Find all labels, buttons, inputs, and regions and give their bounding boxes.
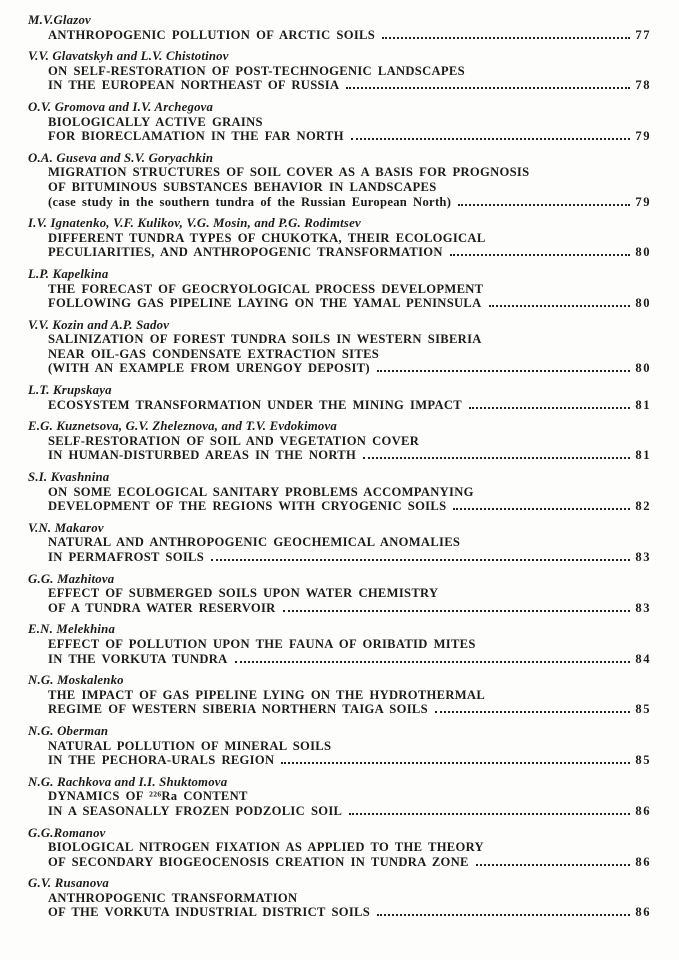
toc-entry-page-number: 86 (635, 905, 651, 920)
toc-entry (28, 724, 651, 768)
toc-entry-title (48, 28, 651, 43)
toc-entry-authors: O.A. Guseva and S.V. Goryachkin (28, 150, 214, 165)
toc-entry (28, 100, 651, 144)
toc-entry-page-number: 81 (635, 397, 651, 412)
toc-entry-title-line (48, 361, 651, 376)
toc-entry-title-text: IN THE PECHORA-URALS REGION (48, 753, 275, 768)
toc-entry-authors: G.G. Mazhitova (28, 571, 115, 586)
dot-leader (283, 610, 631, 612)
dot-leader (489, 305, 631, 307)
toc-entry-title (48, 115, 651, 144)
toc-entry-page-number: 80 (635, 245, 651, 260)
toc-entry-title (48, 891, 651, 920)
toc-entry-page-number: 82 (635, 499, 651, 514)
toc-entry-title-line: EFFECT OF SUBMERGED SOILS UPON WATER CHEMISTRY (48, 586, 439, 601)
toc-entry-title-line: ON SELF-RESTORATION OF POST-TECHNOGENIC LANDSCAPES (48, 63, 465, 78)
toc-entry (28, 383, 651, 412)
toc-entry-title-line (48, 550, 651, 565)
toc-entry-title-line (48, 78, 651, 93)
toc-entry-authors: E.N. Melekhina (28, 622, 116, 637)
toc-entry-page-number: 83 (635, 600, 651, 615)
toc-entry-authors: I.V. Ignatenko, V.F. Kulikov, V.G. Mosin, and P.G. Rodimtsev (28, 216, 361, 231)
toc-entry-title-line: NATURAL AND ANTHROPOGENIC GEOCHEMICAL ANOMALIES (48, 535, 461, 550)
toc-entry-title-line: ON SOME ECOLOGICAL SANITARY PROBLEMS ACCOMPANYING (48, 484, 474, 499)
toc-entry-title-line: OF BITUMINOUS SUBSTANCES BEHAVIOR IN LANDSCAPES (48, 179, 437, 194)
dot-leader (453, 508, 630, 510)
toc-entry-title-line (48, 245, 651, 260)
toc-entry-authors: V.V. Glavatskyh and L.V. Chistotinov (28, 49, 229, 64)
toc-entry-title (48, 398, 651, 413)
toc-entry (28, 470, 651, 514)
toc-entry-authors: G.G.Romanov (28, 825, 106, 840)
toc-entry-title-text: REGIME OF WESTERN SIBERIA NORTHERN TAIGA SOILS (48, 702, 428, 717)
toc-entry-title-line: SALINIZATION OF FOREST TUNDRA SOILS IN WESTERN SIBERIA (48, 332, 482, 347)
toc-entry-authors: N.G. Moskalenko (28, 673, 124, 688)
toc-entry-title-line (48, 448, 651, 463)
toc-entry-page-number: 85 (635, 753, 651, 768)
toc-entry-title-line: BIOLOGICALLY ACTIVE GRAINS (48, 114, 263, 129)
toc-entry-authors: G.V. Rusanova (28, 876, 109, 891)
toc-entry-title-line: DIFFERENT TUNDRA TYPES OF CHUKOTKA, THEIR ECOLOGICAL (48, 230, 486, 245)
toc-entry-title-line: BIOLOGICAL NITROGEN FIXATION AS APPLIED TO THE THEORY (48, 840, 484, 855)
toc-entry (28, 267, 651, 311)
toc-entry-title-line (48, 601, 651, 616)
toc-entry-authors: N.G. Rachkova and I.I. Shuktomova (28, 774, 228, 789)
toc-entry (28, 572, 651, 616)
toc-entry-title-text: FOR BIORECLAMATION IN THE FAR NORTH (48, 129, 344, 144)
toc-entry (28, 521, 651, 565)
dot-leader (469, 407, 630, 409)
toc-entry (28, 419, 651, 463)
toc-entry (28, 216, 651, 260)
toc-entry-title (48, 231, 651, 260)
toc-entry-title (48, 434, 651, 463)
toc-entry (28, 876, 651, 920)
toc-entry-page-number: 79 (635, 194, 651, 209)
toc-entry-title-line: SELF-RESTORATION OF SOIL AND VEGETATION COVER (48, 433, 420, 448)
toc-entry-title (48, 282, 651, 311)
dot-leader (281, 762, 630, 764)
toc-entry-title-line (48, 398, 651, 413)
toc-entry-authors: M.V.Glazov (28, 13, 91, 27)
toc-entry-title-text: ECOSYSTEM TRANSFORMATION UNDER THE MINING IMPACT (48, 397, 462, 412)
toc-entry-title-line: NEAR OIL-GAS CONDENSATE EXTRACTION SITES (48, 346, 380, 361)
toc-entry-title (48, 688, 651, 717)
toc-entry-title-line (48, 499, 651, 514)
toc-entry-title-text: (WITH AN EXAMPLE FROM URENGOY DEPOSIT) (48, 361, 370, 376)
dot-leader (377, 914, 630, 916)
dot-leader (346, 87, 630, 89)
toc-entry-title (48, 535, 651, 564)
toc-entry-title-text: IN THE EUROPEAN NORTHEAST OF RUSSIA (48, 78, 340, 93)
toc-entry-title-text: OF A TUNDRA WATER RESERVOIR (48, 600, 276, 615)
toc-entry-page-number: 79 (635, 129, 651, 144)
toc-entry (28, 826, 651, 870)
toc-entry-page-number: 80 (635, 296, 651, 311)
toc-entry-title-line: THE IMPACT OF GAS PIPELINE LYING ON THE HYDROTHERMAL (48, 687, 486, 702)
dot-leader (211, 559, 630, 561)
dot-leader (235, 661, 631, 663)
toc-entry-title-line (48, 296, 651, 311)
toc-entry-authors: S.I. Kvashnina (28, 470, 110, 485)
toc-entry-authors: N.G. Oberman (28, 723, 109, 738)
toc-entry-title-line: THE FORECAST OF GEOCRYOLOGICAL PROCESS DEVELOPMENT (48, 281, 484, 296)
toc-entry-authors: O.V. Gromova and I.V. Archegova (28, 99, 214, 114)
toc-entry-page-number: 83 (635, 550, 651, 564)
toc-entry-title-line (48, 804, 651, 819)
toc-entry-title-line (48, 753, 651, 768)
toc-entry-title-text: IN THE VORKUTA TUNDRA (48, 651, 228, 666)
toc-entry-title-text: PECULIARITIES, AND ANTHROPOGENIC TRANSFORMATION (48, 245, 443, 260)
toc-entry-title-line: ANTHROPOGENIC TRANSFORMATION (48, 890, 298, 905)
toc-entry-title-text: DEVELOPMENT OF THE REGIONS WITH CRYOGENIC SOILS (48, 499, 447, 514)
dot-leader (377, 370, 631, 372)
toc-entry-title (48, 586, 651, 615)
toc-entry-page-number: 84 (635, 651, 651, 666)
toc-entry (28, 49, 651, 93)
dot-leader (450, 254, 631, 256)
toc-entry-authors: V.N. Makarov (28, 520, 104, 535)
toc-entry-title-text: OF THE VORKUTA INDUSTRIAL DISTRICT SOILS (48, 905, 371, 920)
dot-leader (458, 204, 630, 206)
toc-entry-page-number: 80 (635, 361, 651, 376)
toc-entry-title-text: IN PERMAFROST SOILS (48, 550, 205, 564)
toc-entry-authors: E.G. Kuznetsova, G.V. Zheleznova, and T.V. Evdokimova (28, 419, 337, 434)
dot-leader (363, 457, 630, 459)
toc-entry-title-line (48, 905, 651, 920)
toc-entry-title-line (48, 195, 651, 210)
toc-entry-title-line (48, 652, 651, 667)
toc-entry (28, 151, 651, 209)
toc-entry (28, 622, 651, 666)
toc-entry-title-text: FOLLOWING GAS PIPELINE LAYING ON THE YAMAL PENINSULA (48, 296, 482, 311)
toc-entry-authors: L.T. Krupskaya (28, 383, 112, 398)
toc-entry-title-line (48, 855, 651, 870)
toc-entry-title-line (48, 702, 651, 717)
dot-leader (435, 711, 630, 713)
toc-entry-page-number: 81 (635, 448, 651, 463)
toc-entry-page-number: 86 (635, 803, 651, 818)
toc-entry-page-number: 86 (635, 854, 651, 869)
toc-entry-title (48, 739, 651, 768)
toc-entry-page-number: 78 (635, 78, 651, 93)
toc-entry-title (48, 637, 651, 666)
toc-entry-authors: L.P. Kapelkina (28, 266, 109, 281)
toc-entry-authors: V.V. Kozin and A.P. Sadov (28, 317, 170, 332)
toc-entry-title-line: DYNAMICS OF ²²⁶Ra CONTENT (48, 789, 248, 804)
toc-entry (28, 775, 651, 819)
toc-entry-title-line (48, 129, 651, 144)
toc-entry-title-line: MIGRATION STRUCTURES OF SOIL COVER AS A BASIS FOR PROGNOSIS (48, 165, 530, 180)
toc-entry-title-text: IN HUMAN-DISTURBED AREAS IN THE NORTH (48, 448, 357, 463)
toc-entry-title-text: OF SECONDARY BIOGEOCENOSIS CREATION IN TUNDRA ZONE (48, 854, 469, 869)
toc-entry-title-text: IN A SEASONALLY FROZEN PODZOLIC SOIL (48, 803, 343, 818)
toc-entry-title-text: (case study in the southern tundra of the Russian European North) (48, 194, 452, 209)
toc-entry-title (48, 840, 651, 869)
toc-entry-page-number: 77 (635, 27, 651, 42)
toc-entry-title-line: NATURAL POLLUTION OF MINERAL SOILS (48, 738, 332, 753)
toc-entry-title (48, 485, 651, 514)
toc-entry-title (48, 789, 651, 818)
toc-entry-page-number: 85 (635, 702, 651, 717)
toc-entry (28, 13, 651, 42)
toc-entry (28, 318, 651, 376)
toc-entry-title-line (48, 28, 651, 43)
toc-entry-title (48, 165, 651, 209)
toc-entry (28, 673, 651, 717)
dot-leader (476, 864, 631, 866)
dot-leader (349, 813, 630, 815)
toc-entry-title (48, 64, 651, 93)
toc-entry-title-line: EFFECT OF POLLUTION UPON THE FAUNA OF ORIBATID MITES (48, 636, 476, 651)
toc-entry-title-text: ANTHROPOGENIC POLLUTION OF ARCTIC SOILS (48, 27, 376, 42)
dot-leader (382, 37, 630, 39)
dot-leader (351, 138, 631, 140)
toc-entry-title (48, 332, 651, 376)
